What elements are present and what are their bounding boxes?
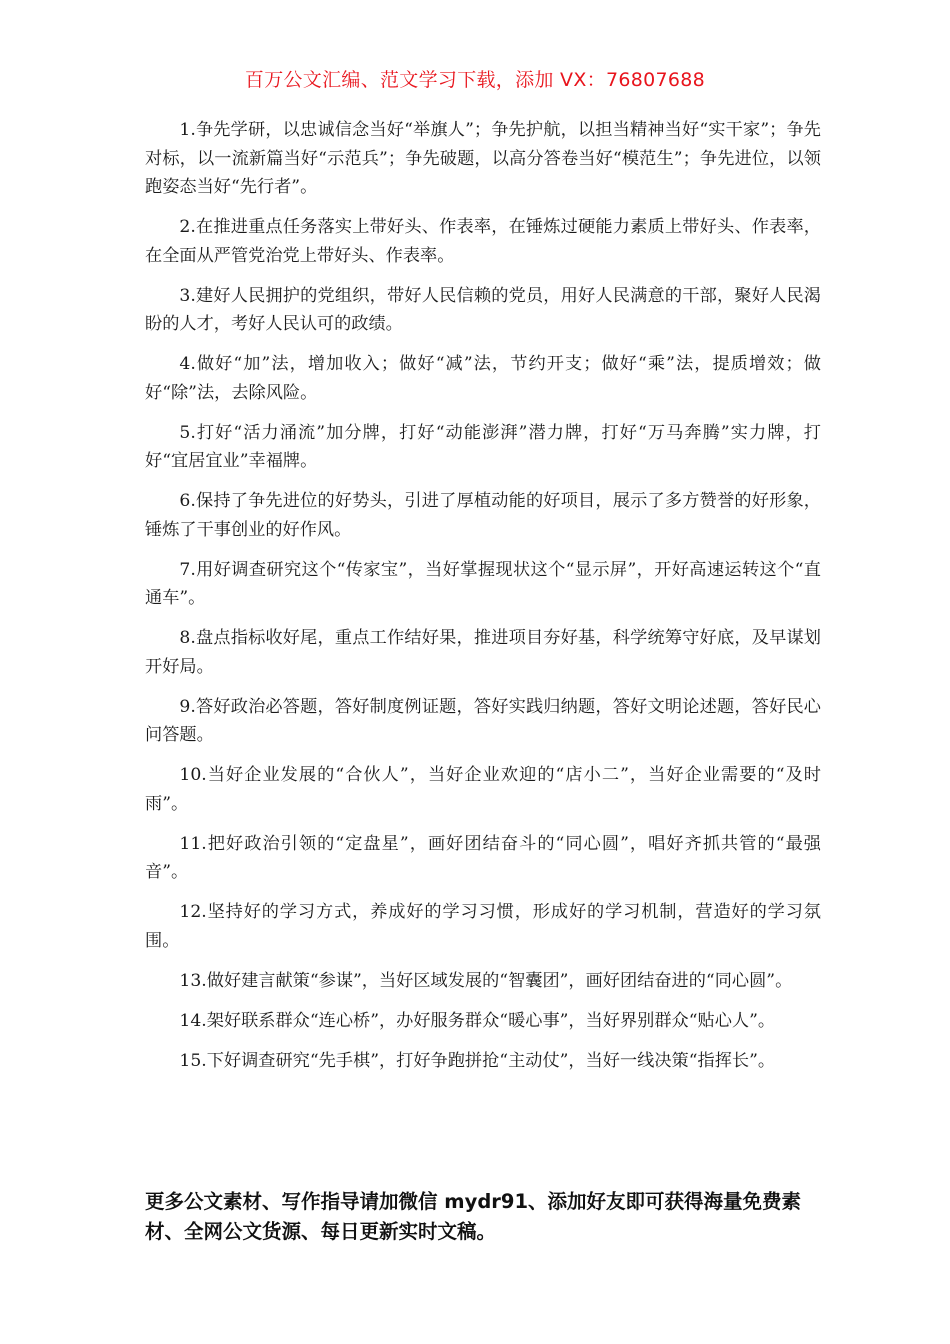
paragraph-15: 15.下好调查研究“先手棋”，打好争跑拼抢“主动仗”，当好一线决策“指挥长”。 bbox=[179, 1050, 776, 1071]
paragraph-7: 7.用好调查研究这个“传家宝”，当好掌握现状这个“显示屏”，开好高速运转这个“直通车”。 bbox=[145, 559, 821, 608]
footer-promo-note: 更多公文素材、写作指导请加微信 mydr91、添加好友即可获得海量免费素材、全网公文货源、每日更新实时文稿。 bbox=[145, 1190, 802, 1243]
paragraph-11: 11.把好政治引领的“定盘星”，画好团结奋斗的“同心圆”，唱好齐抓共管的“最强音”。 bbox=[145, 833, 821, 882]
paragraph-14: 14.架好联系群众“连心桥”，办好服务群众“暖心事”，当好界别群众“贴心人”。 bbox=[179, 1010, 776, 1031]
paragraph-6: 6.保持了争先进位的好势头，引进了厚植动能的好项目，展示了多方赞誉的好形象，锤炼了干事创业的好作风。 bbox=[145, 491, 821, 540]
paragraph-1: 1.争先学研，以忠诚信念当好“举旗人”；争先护航，以担当精神当好“实干家”；争先对标，以一流新篇当好“示范兵”；争先破题，以高分答卷当好“模范生”；争先进位，以领跑姿态当好“先行者”。 bbox=[145, 120, 821, 197]
paragraph-2: 2.在推进重点任务落实上带好头、作表率，在锤炼过硬能力素质上带好头、作表率，在全面从严管党治党上带好头、作表率。 bbox=[145, 217, 821, 266]
paragraph-12: 12.坚持好的学习方式，养成好的学习习惯，形成好的学习机制，营造好的学习氛围。 bbox=[145, 902, 821, 951]
document-body bbox=[145, 116, 821, 1087]
paragraph-10: 10.当好企业发展的“合伙人”，当好企业欢迎的“店小二”，当好企业需要的“及时雨”。 bbox=[145, 765, 821, 814]
header-promo-note: 百万公文汇编、范文学习下载，添加 VX：76807688 bbox=[244, 69, 706, 91]
paragraph-4: 4.做好“加”法，增加收入；做好“减”法，节约开支；做好“乘”法，提质增效；做好“除”法，去除风险。 bbox=[145, 354, 821, 403]
paragraph-8: 8.盘点指标收好尾，重点工作结好果，推进项目夯好基，科学统筹守好底，及早谋划开好局。 bbox=[145, 628, 821, 677]
paragraph-9: 9.答好政治必答题，答好制度例证题，答好实践归纳题，答好文明论述题，答好民心问答题。 bbox=[145, 696, 821, 745]
paragraph-5: 5.打好“活力涌流”加分牌，打好“动能澎湃”潜力牌，打好“万马奔腾”实力牌，打好“宜居宜业”幸福牌。 bbox=[145, 422, 821, 471]
paragraph-3: 3.建好人民拥护的党组织，带好人民信赖的党员，用好人民满意的干部，聚好人民渴盼的人才，考好人民认可的政绩。 bbox=[145, 285, 821, 334]
paragraph-13: 13.做好建言献策“参谋”，当好区域发展的“智囊团”，画好团结奋进的“同心圆”。 bbox=[179, 970, 793, 991]
